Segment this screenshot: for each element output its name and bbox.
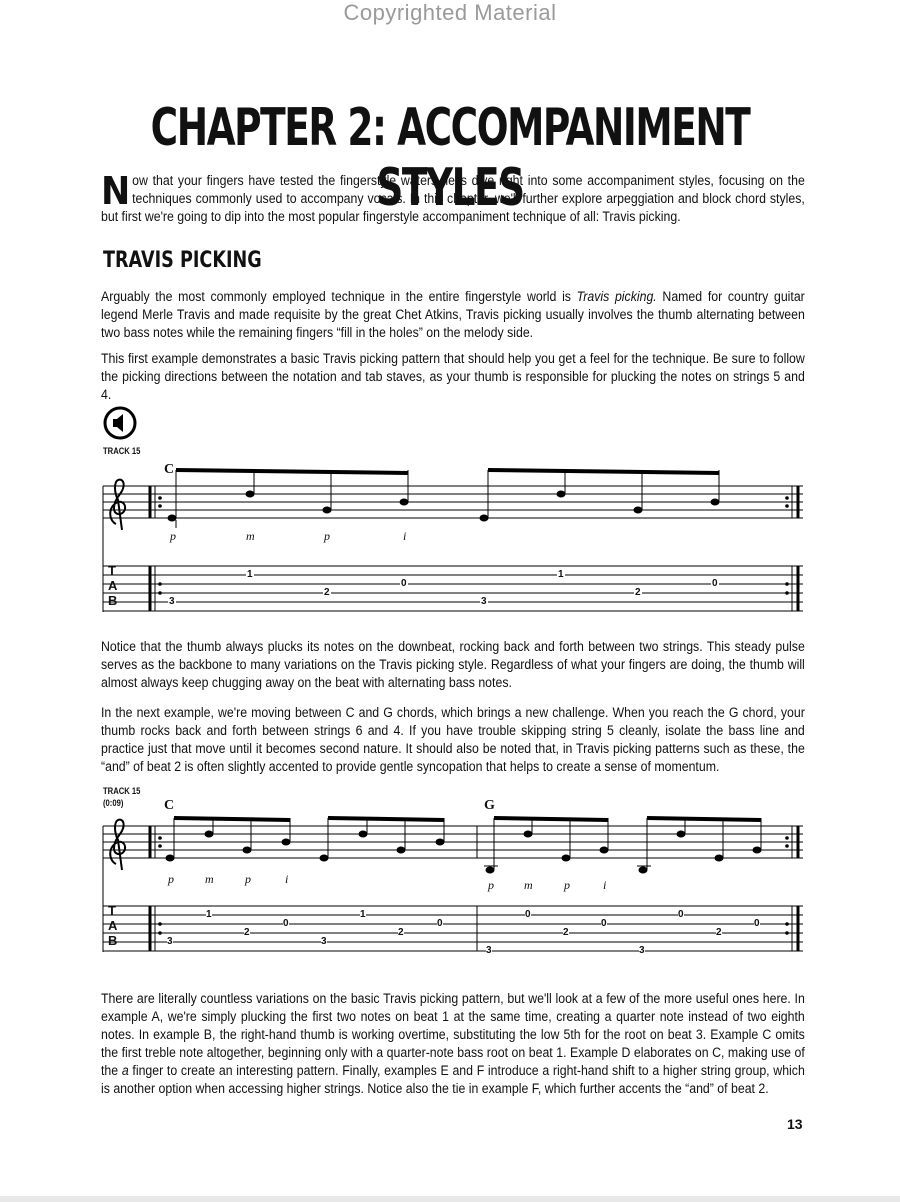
tab-number: 0 [283, 918, 289, 929]
finger-p: p [245, 872, 251, 886]
dropcap: N [101, 169, 131, 213]
chord-symbol-c: C [164, 462, 175, 477]
tab-number: 2 [635, 587, 641, 598]
tab-number: 3 [169, 596, 175, 607]
tab-number: 2 [716, 927, 722, 938]
tab-number: 0 [601, 918, 607, 929]
section-heading: TRAVIS PICKING [103, 248, 262, 273]
tab-number: 3 [486, 945, 492, 956]
finger-i: i [603, 878, 607, 892]
intro-text: ow that your fingers have tested the fingerstyle waters, let's dive right into some accompaniment styles, focusing on the techniques commonly used to accompany vocals. In this chapter, we'll further explore arpeggiation and block chord styles, but first we're going to dip into the most popular fingerstyle accompaniment technique of all: Travis picking. [101, 173, 805, 224]
tab-number: 2 [244, 927, 250, 938]
finger-m: m [205, 872, 214, 886]
finger-p: p [488, 878, 494, 892]
tab-number: 0 [678, 909, 684, 920]
finger-i: i [403, 529, 407, 543]
tab-t: T [108, 903, 116, 918]
finger-p: p [170, 529, 176, 543]
thumb-paragraph: Notice that the thumb always plucks its notes on the downbeat, rocking back and forth between two strings. This steady pulse serves as the backbone to many variations on the Travis picking style. Regardless of what your fingers are doing, the thumb will almost always keep chugging away on the beat with alternating bass notes. [101, 639, 805, 690]
finger-p: p [324, 529, 330, 543]
para2-italic: Travis picking. [576, 289, 657, 304]
tab-number: 1 [558, 569, 564, 580]
finger-i: i [285, 872, 289, 886]
tab-number: 3 [321, 936, 327, 947]
tab-number: 2 [563, 927, 569, 938]
c-g-paragraph: In the next example, we're moving between C and G chords, which brings a new challenge. When you reach the G chord, your thumb rocks back and forth between strings 6 and 4. If you have trouble skipping string 5 cleanly, isolate the bass line and practice just that move until it becomes second nature. It should also be noted that, in Travis picking patterns such as these, the “and” of beat 2 is often slightly accented to provide gentle syncopation that helps to create a sense of momentum. [101, 705, 805, 774]
tab-number: 0 [437, 918, 443, 929]
tab-number: 3 [481, 596, 487, 607]
tab-b: B [108, 933, 118, 948]
chapter-title: CHAPTER 2: ACCOMPANIMENT STYLES [150, 98, 750, 218]
finger-m: m [524, 878, 533, 892]
tab-number: 0 [754, 918, 760, 929]
tab-number: 1 [206, 909, 212, 920]
tab-number: 0 [525, 909, 531, 920]
tab-number: 0 [712, 578, 718, 589]
page-number: 13 [787, 1116, 803, 1132]
para6-text: There are literally countless variations on the basic Travis picking pattern, but we'll look at a few of the more useful ones here. In example A, we're simply plucking the first two notes on beat 1 at the same time, creating a quarter note instead of two eighth notes. In example B, the right-hand thumb is working overtime, substituting the low 5th for the root on beat 3. Example C omits the first treble note altogether, beginning only with a quarter-note bass root on beat 1. Example D elaborates on C, making use of the [101, 991, 805, 1078]
example2-tab-clef [108, 903, 117, 948]
copyright-watermark: Copyrighted Material [343, 0, 557, 25]
chord-symbol-g: G [484, 798, 495, 813]
para2-text-after: Named for country guitar legend Merle Travis and made requisite by the great Chet Atkins, Travis picking usually involves the thumb alternating between two bass notes while the remaining fingers “fill in the holes” on the melody side. [101, 289, 805, 340]
tab-number: 3 [639, 945, 645, 956]
track-time: (0:09) [103, 798, 124, 808]
variations-paragraph [101, 990, 805, 1098]
scan-edge [0, 1196, 900, 1202]
track-label-2: TRACK 15 [103, 786, 141, 796]
tab-number: 3 [167, 936, 173, 947]
tab-number: 1 [360, 909, 366, 920]
tab-a: A [108, 578, 118, 593]
para6-text-after: finger to create an interesting pattern. Finally, examples E and F introduce a right-hand shift to a higher string group, which is another option when accessing higher strings. Notice also the tie in example F, which further accents the “and” of beat 2. [101, 1063, 805, 1096]
tab-number: 1 [247, 569, 253, 580]
tab-number: 2 [324, 587, 330, 598]
para6-italic: a [121, 1063, 129, 1078]
finger-m: m [246, 529, 255, 543]
tab-a: A [108, 918, 118, 933]
tab-number: 0 [401, 578, 407, 589]
chord-symbol-c: C [164, 798, 175, 813]
tab-b: B [108, 593, 118, 608]
para2-text: Arguably the most commonly employed technique in the entire fingerstyle world is [101, 289, 577, 304]
tab-t: T [108, 563, 116, 578]
track-label-1: TRACK 15 [103, 446, 141, 456]
tab-number: 2 [398, 927, 404, 938]
example1-description: This first example demonstrates a basic Travis picking pattern that should help you get a feel for the technique. Be sure to follow the picking directions between the notation and tab staves, as your thumb is responsible for plucking the notes on strings 5 and 4. [101, 351, 805, 402]
finger-p: p [564, 878, 570, 892]
finger-p: p [168, 872, 174, 886]
